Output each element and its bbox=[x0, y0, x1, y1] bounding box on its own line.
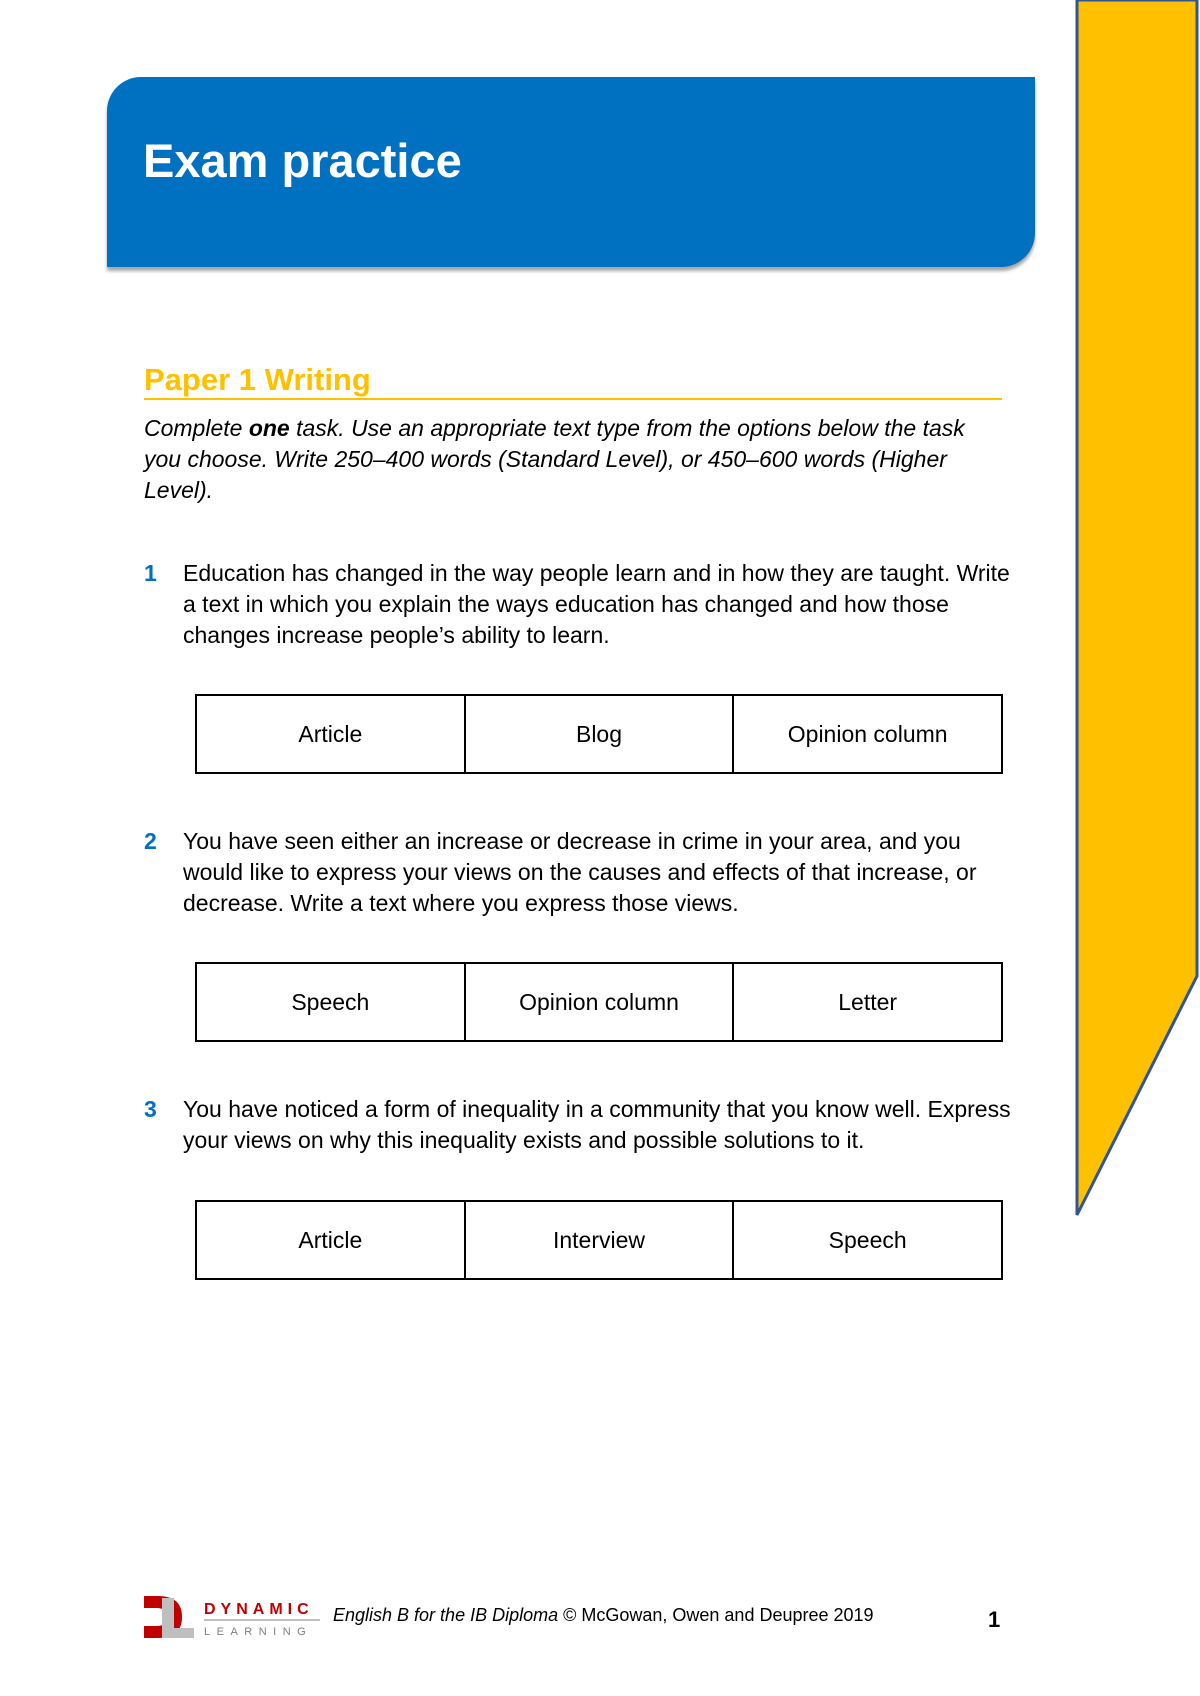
footer-citation bbox=[333, 1605, 874, 1626]
task-1-options bbox=[195, 694, 1003, 774]
book-title: English B for the IB Diploma bbox=[333, 1605, 559, 1625]
option-cell: Interview bbox=[464, 1202, 733, 1278]
option-cell: Speech bbox=[732, 1202, 1001, 1278]
option-cell: Article bbox=[298, 720, 363, 747]
copyright: © McGowan, Owen and Deupree 2019 bbox=[558, 1605, 874, 1625]
decorative-tab bbox=[1075, 0, 1200, 1220]
task-text: You have seen either an increase or decrease in crime in your area, and you would like to express your views on the causes and effects of that increase, or decrease. Write a text where you express those views. bbox=[183, 828, 977, 916]
task-3-options bbox=[195, 1200, 1003, 1280]
logo-word-bottom: LEARNING bbox=[204, 1626, 313, 1638]
page-number: 1 bbox=[988, 1607, 1001, 1632]
dynamic-learning-logo bbox=[142, 1594, 322, 1640]
task-number: 1 bbox=[144, 560, 157, 586]
task-number: 2 bbox=[144, 828, 157, 854]
section-heading: Paper 1 Writing bbox=[144, 362, 1002, 400]
instructions-bold: one bbox=[248, 415, 290, 441]
task-number: 3 bbox=[144, 1096, 157, 1122]
option-cell: Blog bbox=[464, 696, 733, 772]
task-text: You have noticed a form of inequality in a community that you know well. Express your views on why this inequality exists and possible solutions to it. bbox=[183, 1096, 1011, 1153]
option-cell: Opinion column bbox=[732, 696, 1001, 772]
option-cell: Article bbox=[298, 1226, 363, 1253]
task-text: Education has changed in the way people learn and in how they are taught. Write a text in which you explain the ways education has changed and how those changes increase people’s ability to learn. bbox=[183, 560, 1010, 648]
header-banner bbox=[107, 77, 1035, 267]
page-title: Exam practice bbox=[143, 134, 462, 187]
option-cell: Opinion column bbox=[464, 964, 733, 1040]
task-2-options bbox=[195, 962, 1003, 1042]
instructions bbox=[144, 413, 1004, 506]
logo-word-top: DYNAMIC bbox=[204, 1601, 314, 1618]
option-cell: Speech bbox=[291, 988, 370, 1015]
instructions-post: task. Use an appropriate text type from the options below the task you choose. Write 250–400 words (Standard Level), or 450–600 words (Higher Level). bbox=[144, 415, 965, 503]
option-cell: Letter bbox=[732, 964, 1001, 1040]
instructions-pre: Complete bbox=[144, 415, 249, 441]
